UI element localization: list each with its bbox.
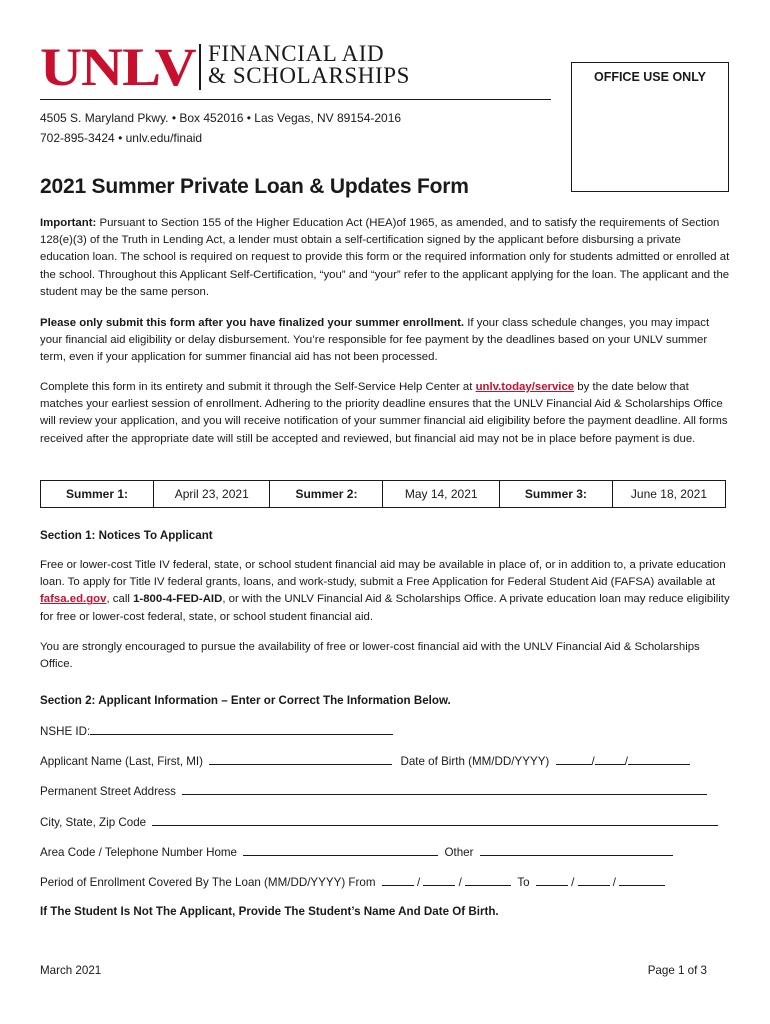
section-2-heading: Section 2: Applicant Information – Enter or Correct The Information Below. — [40, 694, 451, 707]
phone-home-label: Area Code / Telephone Number Home — [40, 846, 237, 859]
to-slash-1: / — [571, 876, 575, 889]
phone-other-label: Other — [444, 846, 474, 859]
city-row — [40, 814, 718, 829]
important-text: Pursuant to Section 155 of the Higher Education Act (HEA)of 1965, as amended, and to satisfy the requirements of Section 128(e)(3) of the Truth in Lending Act, a lender must obtain a self-certification signed by the applicant before disbursing a private education loan. The school is required on request to provide this form or the required information only for students admitted or enrolled at the school. Throughout this Applicant Self-Certification, “you” and “your” refer to the applicant applying for the loan. The applicant and the student may be the same person. — [40, 217, 730, 298]
section-1-paragraph-1 — [40, 557, 732, 626]
logo-line-2: & SCHOLARSHIPS — [208, 63, 411, 88]
phone-home-field[interactable] — [243, 844, 438, 856]
s1-text-b: , call — [106, 593, 134, 606]
s1-text-c: , or with the UNLV Financial Aid & Scholarships Office. A private education loan may reduce eligibility for free or lower-cost federal, state, or school student financial aid. — [40, 593, 730, 623]
from-slash-1: / — [416, 876, 421, 889]
logo-department — [208, 43, 410, 87]
complete-text-a: Complete this form in its entirety and submit it through the Self-Service Help Center at — [40, 381, 476, 393]
dob-year-field[interactable] — [628, 753, 690, 765]
complete-paragraph — [40, 379, 732, 448]
unlv-logo — [40, 37, 196, 97]
period-label: Period of Enrollment Covered By The Loan (MM/DD/YYYY) From — [40, 876, 376, 889]
phone-other-field[interactable] — [480, 844, 673, 856]
logo-mark: UNLV — [40, 37, 196, 97]
section-1-paragraph-2: You are strongly encouraged to pursue the availability of free or lower-cost financial aid with the UNLV Financial Aid & Scholarships Office. — [40, 641, 700, 671]
table-row — [41, 481, 726, 508]
student-note: If The Student Is Not The Applicant, Provide The Student’s Name And Date Of Birth. — [40, 905, 499, 918]
address-line-1: 4505 S. Maryland Pkwy. • Box 452016 • Las Vegas, NV 89154-2016 — [40, 111, 402, 125]
submit-bold: Please only submit this form after you have finalized your summer enrollment. — [40, 317, 465, 329]
summer-1-date: April 23, 2021 — [154, 481, 270, 508]
phone-row — [40, 844, 673, 859]
dob-month-field[interactable] — [556, 753, 592, 765]
summer-3-date: June 18, 2021 — [612, 481, 725, 508]
from-year-field[interactable] — [465, 874, 511, 886]
page-title: 2021 Summer Private Loan & Updates Form — [40, 175, 469, 198]
important-paragraph — [40, 215, 732, 301]
office-use-label: OFFICE USE ONLY — [593, 70, 707, 84]
enrollment-period-row — [40, 874, 665, 889]
nshe-id-row — [40, 723, 393, 738]
dob-slash-1: / — [591, 755, 595, 768]
name-dob-row — [40, 753, 690, 768]
from-slash-2: / — [458, 876, 462, 889]
applicant-name-label: Applicant Name (Last, First, MI) — [40, 755, 203, 768]
submit-text: If your class schedule changes, you may impact your financial aid eligibility or delay disbursement. You’re responsible for fee payment by the deadlines based on your UNLV summer term, even if your application for summer financial aid has not been processed. — [40, 317, 710, 364]
footer-page-number: Page 1 of 3 — [647, 964, 707, 977]
city-label: City, State, Zip Code — [40, 816, 147, 829]
address-line-2: 702-895-3424 • unlv.edu/finaid — [40, 131, 203, 145]
complete-text-b: by the date below that matches your earliest session of enrollment. Adhering to the priority deadline ensures that the UNLV Financial Aid & Scholarships Office will review your application, and you will receive notification of your summer financial aid eligibility before the payment deadline. All forms received after the appropriate date will still be accepted and reviewed, but financial aid may not be in place before payment is due. — [40, 381, 728, 445]
fed-aid-phone: 1-800-4-FED-AID — [133, 593, 223, 606]
to-month-field[interactable] — [536, 874, 568, 886]
logo-line-1: FINANCIAL AID — [208, 41, 385, 66]
from-day-field[interactable] — [423, 874, 455, 886]
summer-2-label: Summer 2: — [270, 481, 383, 508]
to-year-field[interactable] — [619, 874, 665, 886]
dob-day-field[interactable] — [595, 753, 625, 765]
street-label: Permanent Street Address — [40, 785, 176, 798]
footer-date: March 2021 — [40, 964, 102, 977]
street-row — [40, 783, 707, 798]
office-use-box — [571, 62, 729, 192]
section-1-heading: Section 1: Notices To Applicant — [40, 529, 213, 542]
dob-slash-2: / — [624, 755, 628, 768]
dob-label: Date of Birth (MM/DD/YYYY) — [400, 755, 550, 768]
nshe-id-label: NSHE ID: — [40, 725, 91, 738]
submit-paragraph — [40, 315, 732, 367]
logo-divider — [199, 44, 201, 90]
service-link[interactable]: unlv.today/service — [475, 381, 575, 393]
applicant-name-field[interactable] — [209, 753, 392, 765]
to-label: To — [517, 876, 530, 889]
fafsa-link[interactable]: fafsa.ed.gov — [40, 593, 107, 606]
summer-2-date: May 14, 2021 — [383, 481, 499, 508]
summer-1-label: Summer 1: — [41, 481, 154, 508]
deadline-table — [40, 480, 726, 508]
street-field[interactable] — [182, 783, 707, 795]
important-label: Important: — [40, 217, 97, 229]
to-day-field[interactable] — [578, 874, 610, 886]
from-month-field[interactable] — [382, 874, 414, 886]
city-field[interactable] — [152, 814, 718, 826]
to-slash-2: / — [612, 876, 617, 889]
header-rule — [40, 99, 551, 100]
s1-text-a: Free or lower-cost Title IV federal, state, or school student financial aid may be available in place of, or in addition to, a private education loan. To apply for Title IV federal grants, loans, and work-study, submit a Free Application for Federal Student Aid (FAFSA) available at — [40, 559, 726, 589]
summer-3-label: Summer 3: — [499, 481, 612, 508]
nshe-id-field[interactable] — [90, 723, 393, 735]
